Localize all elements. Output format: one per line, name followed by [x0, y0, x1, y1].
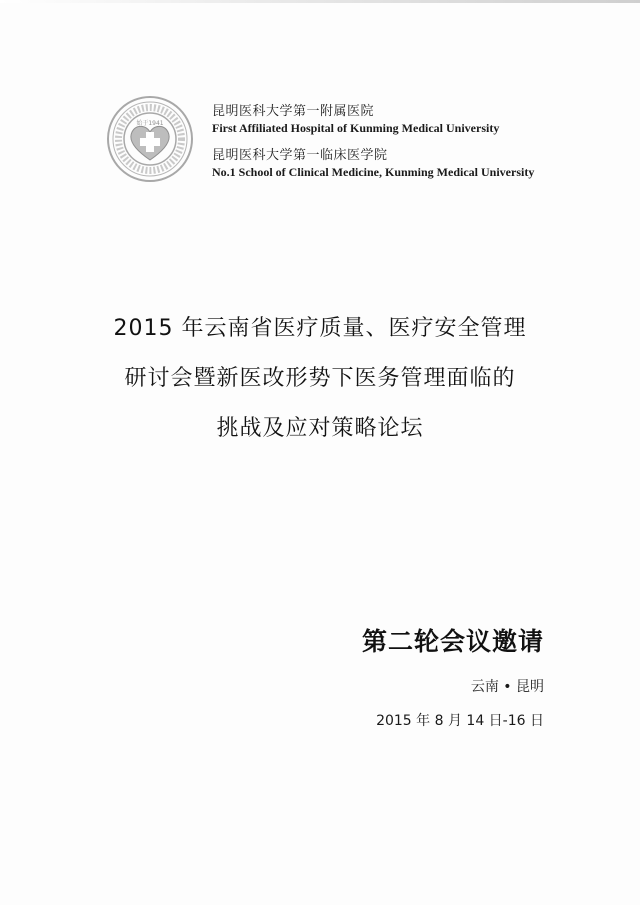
title-line-1: 2015 年云南省医疗质量、医疗安全管理: [113, 316, 527, 341]
institution-2-english: No.1 School of Clinical Medicine, Kunming Medical University: [212, 165, 535, 179]
scan-edge: [0, 0, 640, 3]
invitation-heading: 第二轮会议邀请: [361, 627, 544, 656]
letterhead: [104, 94, 564, 184]
event-dates: 2015 年 8 月 14 日-16 日: [376, 713, 544, 729]
institution-2-chinese: 昆明医科大学第一临床医学院: [212, 148, 388, 163]
event-location: 云南 • 昆明: [470, 679, 544, 695]
hospital-seal-icon: [104, 94, 196, 184]
institution-1-english: First Affiliated Hospital of Kunming Medical University: [212, 121, 500, 135]
institution-1-chinese: 昆明医科大学第一附属医院: [212, 104, 375, 119]
title-line-2: 研讨会暨新医改形势下医务管理面临的: [124, 366, 516, 391]
document-title: [0, 304, 640, 454]
title-line-3: 挑战及应对策略论坛: [216, 416, 424, 441]
seal-year-text: 始于1941: [136, 120, 164, 127]
